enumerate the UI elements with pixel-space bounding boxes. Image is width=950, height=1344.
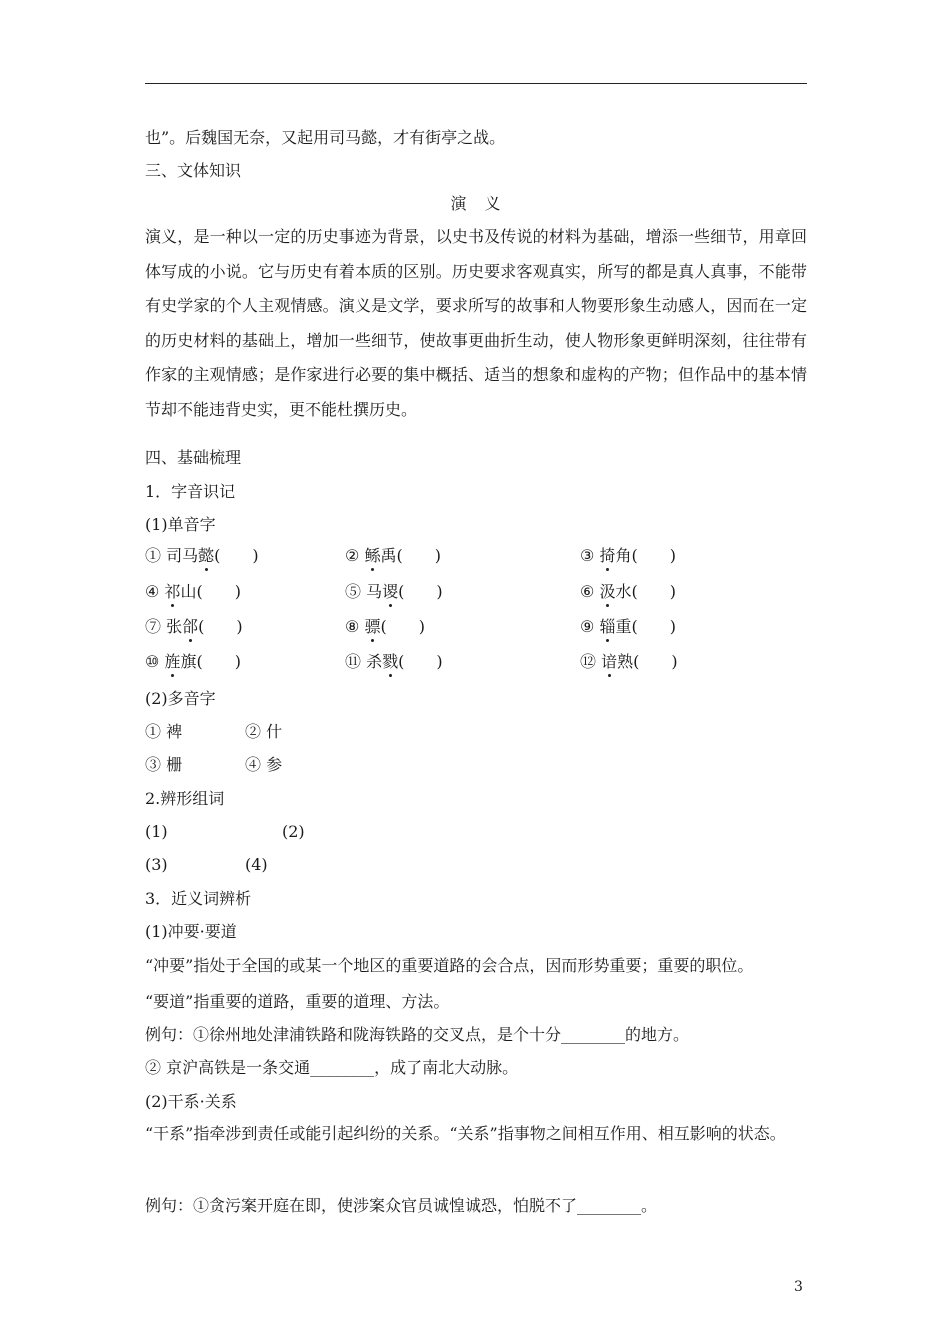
single-sound-item [580, 545, 676, 567]
page-number: 3 [794, 1279, 803, 1295]
answer-blank: ( ) [631, 617, 676, 636]
pair1-definition-1: “冲要”指处于全国的或某一个地区的重要道路的会合点，因而形势重要；重要的职位。 [145, 956, 754, 975]
single-sound-item [345, 581, 443, 603]
item-number: ⑧ [345, 617, 365, 636]
pair1-definition-2: “要道”指重要的道路，重要的道理、方法。 [145, 992, 450, 1011]
answer-blank: ( ) [633, 652, 678, 671]
answer-blank: ( ) [396, 546, 441, 565]
single-sound-item [580, 616, 676, 638]
shape-item: (2) [282, 822, 305, 841]
multi-sound-item: ① 裨 [145, 722, 183, 741]
dotted-character: 旌 [164, 652, 181, 671]
dotted-character: 掎 [599, 546, 616, 565]
single-sound-item [145, 651, 241, 673]
pair2-heading: (2)干系·关系 [145, 1092, 237, 1111]
dotted-character: 戮 [382, 652, 399, 671]
item-number: ⑫ [580, 652, 602, 671]
answer-blank: ( ) [631, 546, 676, 565]
dotted-character: 骠 [364, 617, 381, 636]
item-number: ④ [145, 582, 165, 601]
shape-item: (3) [145, 855, 168, 874]
section-4-heading: 四、基础梳理 [145, 448, 242, 467]
item-number: ① [145, 546, 167, 565]
item-text: 张 [166, 617, 183, 636]
answer-blank: ( ) [380, 617, 425, 636]
item-number: ⑤ [345, 582, 367, 601]
answer-blank: ( ) [631, 582, 676, 601]
item-text: 司马 [166, 546, 199, 565]
single-sound-item [145, 581, 241, 603]
dotted-character: 郃 [182, 617, 199, 636]
item-number: ⑦ [145, 617, 167, 636]
shape-item: (1) [145, 822, 168, 841]
multi-sound-item: ④ 参 [245, 755, 283, 774]
dotted-character: 懿 [198, 546, 215, 565]
dotted-character: 鲧 [364, 546, 381, 565]
item-text: 熟 [617, 652, 634, 671]
header-rule [145, 83, 807, 84]
item-number: ② [345, 546, 365, 565]
genre-title: 演 义 [450, 194, 502, 213]
pronunciation-heading: 1．字音识记 [145, 482, 236, 501]
single-sound-item [580, 581, 676, 603]
dotted-character: 汲 [599, 582, 616, 601]
item-text: 旗 [180, 652, 197, 671]
answer-blank: ( ) [196, 582, 241, 601]
dotted-character: 辎 [599, 617, 616, 636]
item-text: 重 [615, 617, 632, 636]
single-sound-item [580, 651, 678, 673]
dotted-character: 祁 [164, 582, 181, 601]
synonyms-heading: 3．近义词辨析 [145, 889, 252, 908]
shape-words-heading: 2.辨形组词 [145, 789, 225, 808]
multi-sound-item: ② 什 [245, 722, 283, 741]
section-3-heading: 三、文体知识 [145, 161, 242, 180]
single-sound-item [345, 651, 443, 673]
item-text: 山 [180, 582, 197, 601]
pair2-definition: “干系”指牵涉到责任或能引起纠纷的关系。“关系”指事物之间相互作用、相互影响的状态。 [145, 1124, 786, 1143]
pair1-example-1: 例句：①徐州地处津浦铁路和陇海铁路的交叉点，是个十分________的地方。 [145, 1025, 690, 1044]
item-number: ⑩ [145, 652, 165, 671]
item-number: ③ [580, 546, 600, 565]
single-sound-item [145, 545, 259, 567]
single-sound-heading: (1)单音字 [145, 515, 216, 534]
answer-blank: ( ) [398, 582, 443, 601]
item-number: ⑨ [580, 617, 600, 636]
genre-paragraph: 演义，是一种以一定的历史事迹为背景，以史书及传说的材料为基础，增添一些细节，用章回体写成的小说。它与历史有着本质的区别。历史要求客观真实，所写的都是真人真事，不能带有史学家的个人主观情感。演义是文学，要求所写的故事和人物要形象生动感人，因而在一定的历史材料的基础上，增加一些细节，使故事更曲折生动，使人物形象更鲜明深刻，往往带有作家的主观情感；是作家进行必要的集中概括、适当的想象和虚构的产物；但作品中的基本情节却不能违背史实，更不能杜撰历史。 [145, 227, 807, 419]
dotted-character: 谡 [382, 582, 399, 601]
single-sound-item [145, 616, 243, 638]
item-text: 禹 [380, 546, 397, 565]
shape-item: (4) [245, 855, 268, 874]
answer-blank: ( ) [198, 617, 243, 636]
answer-blank: ( ) [398, 652, 443, 671]
item-number: ⑪ [345, 652, 367, 671]
multi-sound-heading: (2)多音字 [145, 689, 216, 708]
item-text: 水 [615, 582, 632, 601]
item-number: ⑥ [580, 582, 600, 601]
single-sound-item [345, 616, 425, 638]
answer-blank: ( ) [214, 546, 259, 565]
pair1-example-2: ② 京沪高铁是一条交通________，成了南北大动脉。 [145, 1058, 519, 1077]
multi-sound-item: ③ 栅 [145, 755, 183, 774]
pair1-heading: (1)冲要·要道 [145, 922, 237, 941]
item-text: 角 [615, 546, 632, 565]
single-sound-item [345, 545, 441, 567]
item-text: 马 [366, 582, 383, 601]
item-text: 杀 [366, 652, 383, 671]
pair2-example-1: 例句：①贪污案开庭在即，使涉案众官员诚惶诚恐，怕脱不了________。 [145, 1196, 658, 1215]
intro-line: 也”。后魏国无奈，又起用司马懿，才有街亭之战。 [145, 128, 506, 147]
answer-blank: ( ) [196, 652, 241, 671]
dotted-character: 谙 [601, 652, 618, 671]
